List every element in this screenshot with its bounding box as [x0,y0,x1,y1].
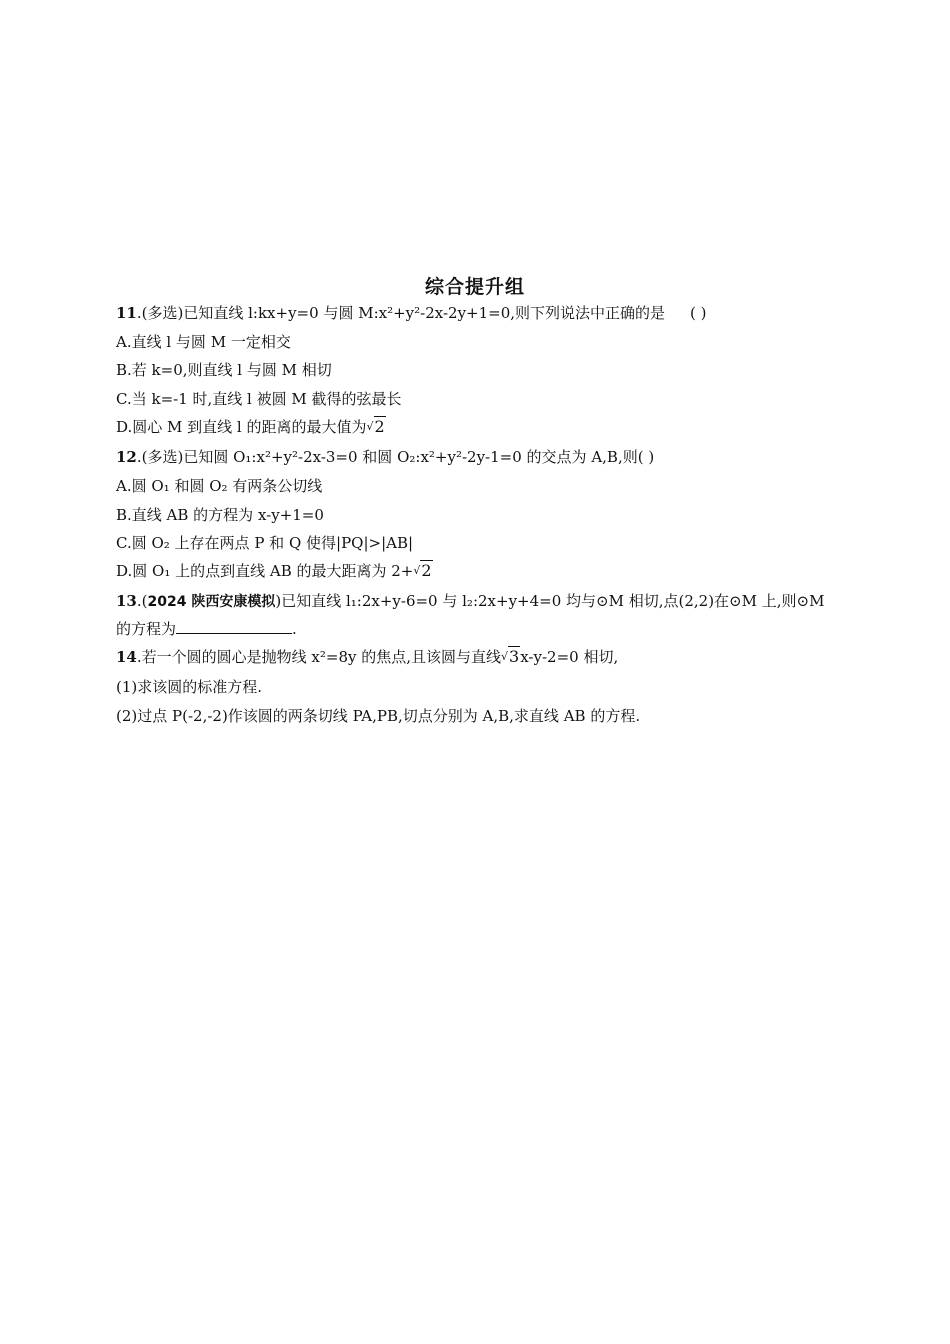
option-a: A.圆 O₁ 和圆 O₂ 有两条公切线 [116,477,323,495]
option-d [116,561,433,581]
option-c: C.圆 O₂ 上存在两点 P 和 Q 使得|PQ|>|AB| [116,534,414,552]
section-title: 综合提升组 [424,276,525,298]
sqrt-radical: √2 [366,417,385,436]
question-14-part-2: (2)过点 P(-2,-2)作该圆的两条切线 PA,PB,切点分别为 A,B,求直线 AB 的方程. [116,707,641,725]
question-13-stem: 13.(2024 陕西安康模拟)已知直线 l₁:2x+y-6=0 与 l₂:2x+y+4=0 均与⊙M 相切,点(2,2)在⊙M 上,则⊙M [116,592,825,610]
option-b: B.直线 AB 的方程为 x-y+1=0 [116,506,324,524]
sqrt-radical: √3 [501,647,520,666]
question-14-stem: 14.若一个圆的圆心是抛物线 x²=8y 的焦点,且该圆与直线√3x-y-2=0 相切, [116,647,619,666]
option-b: B.若 k=0,则直线 l 与圆 M 相切 [116,361,332,379]
question-text: .(多选)已知直线 l:kx+y=0 与圆 M:x²+y²-2x-2y+1=0,则下列说法中正确的是 [136,304,666,322]
question-source: 2024 陕西安康模拟 [147,594,276,610]
option-d-text: D.圆 O₁ 上的点到直线 AB 的最大距离为 2+ [116,562,414,580]
option-d-text: D.圆心 M 到直线 l 的距离的最大值为 [116,418,367,436]
option-c: C.当 k=-1 时,直线 l 被圆 M 截得的弦最长 [116,390,402,408]
question-number: 13 [116,592,137,610]
answer-paren: ( ) [690,304,707,322]
answer-paren: ( ) [637,448,655,466]
question-number: 12 [116,448,137,466]
option-d [116,417,386,437]
question-number: 11 [116,304,137,322]
question-14-part-1: (1)求该圆的标准方程. [116,678,263,696]
sqrt-radical: √2 [413,561,432,580]
question-11-stem [116,303,707,323]
question-13-stem-line2: 的方程为 . [116,620,297,638]
question-text: )已知直线 l₁:2x+y-6=0 与 l₂:2x+y+4=0 均与⊙M 相切,点(2,2)在⊙M 上,则⊙M [275,592,825,610]
question-text: .(多选)已知圆 O₁:x²+y²-2x-3=0 和圆 O₂:x²+y²-2y-1=0 的交点为 A,B,则 [136,448,638,466]
question-text: .若一个圆的圆心是抛物线 x²=8y 的焦点,且该圆与直线 [136,648,502,666]
question-number: 14 [116,648,137,666]
answer-blank[interactable] [176,619,292,634]
question-12-stem [116,447,654,467]
option-a: A.直线 l 与圆 M 一定相交 [116,333,291,351]
